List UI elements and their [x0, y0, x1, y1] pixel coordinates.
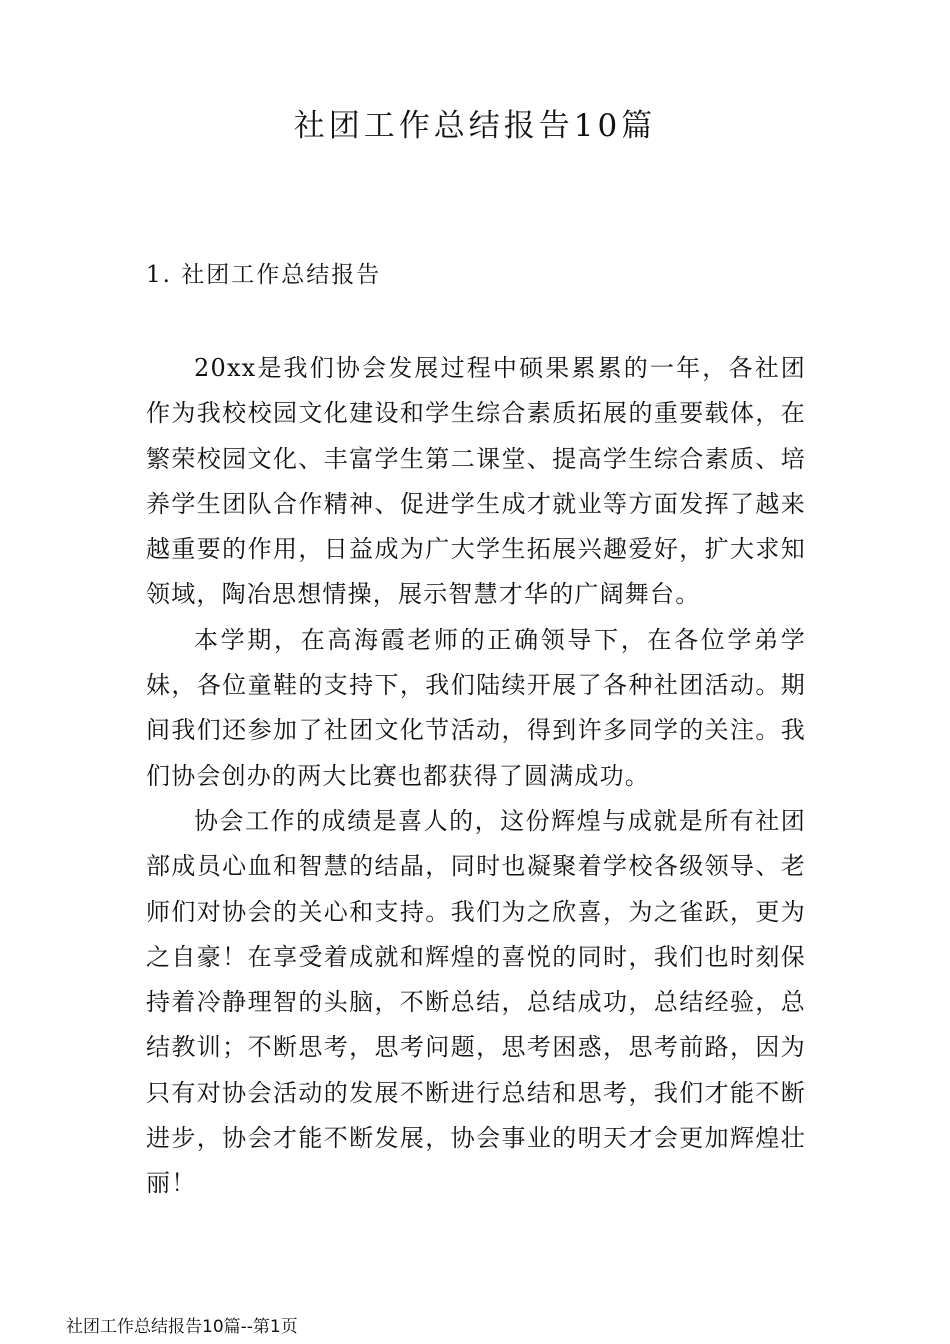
- page-title: 社团工作总结报告10篇: [293, 108, 657, 144]
- paragraph-2: 本学期，在高海霞老师的正确领导下，在各位学弟学妹，各位童鞋的支持下，我们陆续开展了各种社团活动。期间我们还参加了社团文化节活动，得到许多同学的关注。我们协会创办的两大比赛也都获得了圆满成功。: [146, 625, 806, 790]
- paragraph-1: 20xx是我们协会发展过程中硕果累累的一年，各社团作为我校校园文化建设和学生综合素质拓展的重要载体，在繁荣校园文化、丰富学生第二课堂、提高学生综合素质、培养学生团队合作精神、促进学生成才就业等方面发挥了越来越重要的作用，日益成为广大学生拓展兴趣爱好，扩大求知领域，陶冶思想情操，展示智慧才华的广阔舞台。: [146, 354, 806, 609]
- section-heading: 1. 社团工作总结报告: [146, 262, 382, 288]
- page-footer: 社团工作总结报告10篇--第1页: [66, 1317, 298, 1337]
- paragraph-3: 协会工作的成绩是喜人的，这份辉煌与成就是所有社团部成员心血和智慧的结晶，同时也凝聚着学校各级领导、老师们对协会的关心和支持。我们为之欣喜，为之雀跃，更为之自豪！在享受着成就和辉煌的喜悦的同时，我们也时刻保持着冷静理智的头脑，不断总结，总结成功，总结经验，总结教训；不断思考，思考问题，思考困惑，思考前路，因为只有对协会活动的发展不断进行总结和思考，我们才能不断进步，协会才能不断发展，协会事业的明天才会更加辉煌壮丽！: [146, 806, 806, 1198]
- document-body: [146, 346, 806, 1207]
